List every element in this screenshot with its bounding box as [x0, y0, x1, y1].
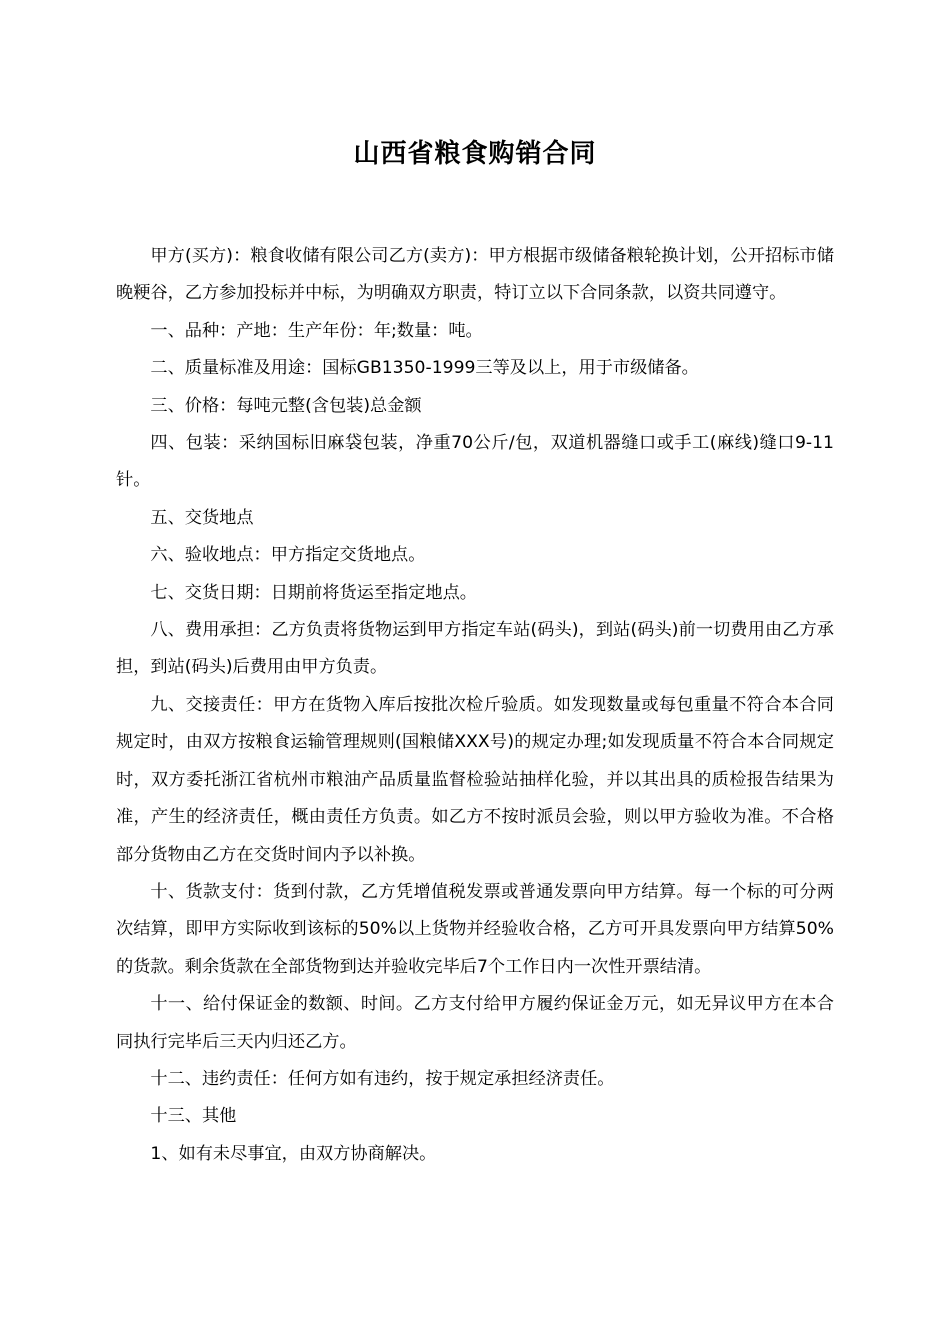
clause-13-other: 十三、其他 — [150, 1106, 237, 1127]
preamble-paragraph: 甲方(买方)：粮食收储有限公司乙方(卖方)：甲方根据市级储备粮轮换计划，公开招标市储晚粳谷，乙方参加投标并中标，为明确双方职责，特订立以下合同条款，以资共同遵守。 — [116, 246, 834, 304]
clause-3-price: 三、价格：每吨元整(含包装)总金额 — [150, 395, 422, 416]
clause-11-deposit: 十一、给付保证金的数额、时间。乙方支付给甲方履约保证金万元，如无异议甲方在本合同执行完毕后三天内归还乙方。 — [116, 994, 834, 1052]
clause-13-item-1: 1、如有未尽事宜，由双方协商解决。 — [150, 1143, 437, 1164]
clause-2-quality: 二、质量标准及用途：国标GB1350-1999三等及以上，用于市级储备。 — [150, 358, 699, 379]
clause-5-delivery-place: 五、交货地点 — [150, 507, 254, 528]
clause-12-liability: 十二、违约责任：任何方如有违约，按于规定承担经济责任。 — [150, 1068, 615, 1089]
clause-7-delivery-date: 七、交货日期：日期前将货运至指定地点。 — [150, 582, 477, 603]
clause-8-costs: 八、费用承担：乙方负责将货物运到甲方指定车站(码头)，到站(码头)前一切费用由乙方承担，到站(码头)后费用由甲方负责。 — [116, 620, 834, 678]
clause-4-packaging: 四、包装：采纳国标旧麻袋包装，净重70公斤/包，双道机器缝口或手工(麻线)缝口9-11针。 — [116, 433, 834, 491]
clause-9-handover: 九、交接责任：甲方在货物入库后按批次检斤验质。如发现数量或每包重量不符合本合同规定时，由双方按粮食运输管理规则(国粮储XXX号)的规定办理;如发现质量不符合本合同规定时，双方委托浙江省杭州市粮油产品质量监督检验站抽样化验，并以其出具的质检报告结果为准，产生的经济责任，概由责任方负责。如乙方不按时派员会验，则以甲方验收为准。不合格部分货物由乙方在交货时间内予以补换。 — [116, 694, 834, 865]
document-title: 山西省粮食购销合同 — [353, 139, 597, 169]
clause-1-variety: 一、品种：产地：生产年份：年;数量：吨。 — [150, 320, 483, 341]
clause-6-acceptance-place: 六、验收地点：甲方指定交货地点。 — [150, 545, 426, 566]
clause-10-payment: 十、货款支付：货到付款，乙方凭增值税发票或普通发票向甲方结算。每一个标的可分两次结算，即甲方实际收到该标的50%以上货物并经验收合格，乙方可开具发票向甲方结算50%的货款。剩余货款在全部货物到达并验收完毕后7个工作日内一次性开票结清。 — [116, 881, 834, 977]
